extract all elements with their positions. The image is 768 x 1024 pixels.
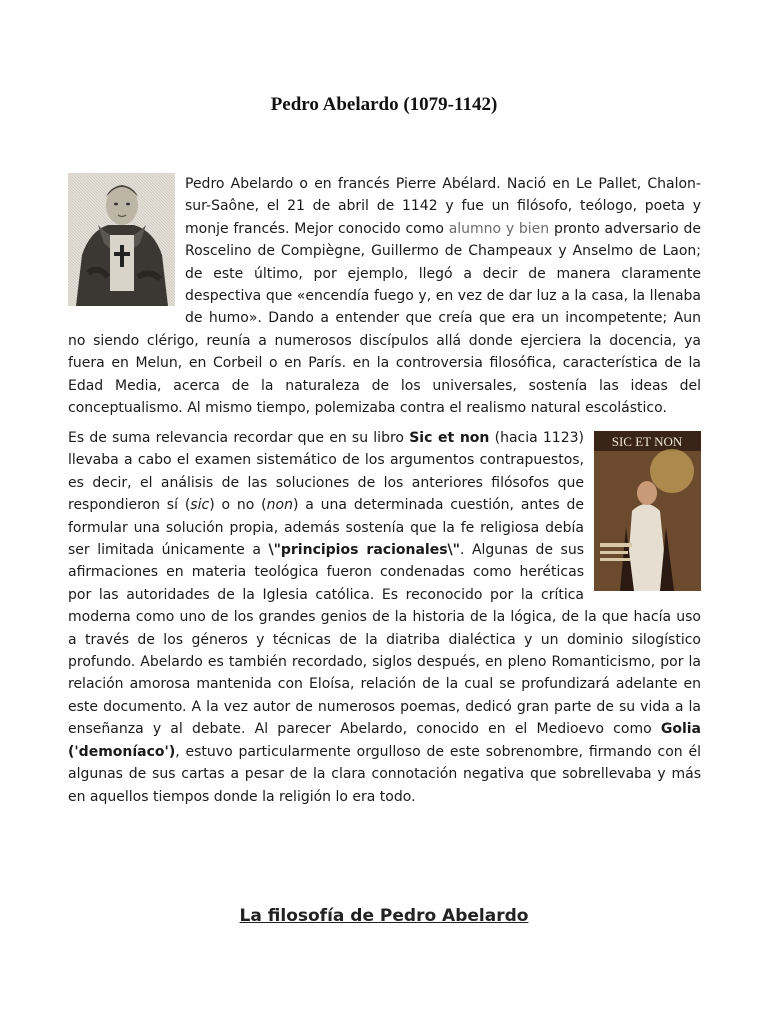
book-cover-title: SIC ET NON <box>611 434 683 449</box>
term-demoniaco: ('demoníaco') <box>68 743 176 760</box>
book-title-sic-et-non: Sic et non <box>409 430 490 446</box>
paragraph1-light-text: alumno y bien <box>448 220 550 237</box>
paragraph1-text-a: Pedro Abelardo o en francés Pierre Abélard. Nació en Le Pallet, Chalon-sur-Saône, el 21 de abril de 1142 y fue un filósofo, teólogo, poeta y monje francés. Mejor conocido como <box>185 176 701 237</box>
page-title: Pedro Abelardo (1079-1142) <box>270 94 498 115</box>
term-golia: Golia <box>660 721 701 738</box>
paragraph-biography <box>68 173 701 419</box>
paragraph1-text-b: pronto adversario de Roscelino de Compiègne, Guillermo de Champeaux y Anselmo de Laon; de este último, por ejemplo, llegó a decir de manera claramente despectiva que «encendía fuego y, en vez de dar luz a la casa, la llenaba de humo». Dando a entender que creía que era un incompetente; Aun no siendo clérigo, reunía a numerosos discípulos allá donde ejerciera la docencia, ya fuera en Melun, en Corbeil o en París. en la controversia filosófica, característica de la Edad Media, acerca de la naturaleza de los universales, sostenía las ideas del conceptualismo. Al mismo tiempo, polemizaba contra el realismo natural escolástico. <box>68 220 701 417</box>
term-non: non <box>266 497 293 514</box>
book-cover-image <box>594 431 701 591</box>
paragraph2-text-b: (hacia 1123) llevaba a cabo el examen sistemático de los argumentos contrapuestos, es decir, el análisis de las soluciones de los anteriores filósofos que respondieron sí ( <box>68 430 584 514</box>
section-heading: La filosofía de Pedro Abelardo <box>239 906 529 926</box>
term-sic: sic <box>190 497 210 514</box>
paragraph-sic-et-non <box>68 427 701 808</box>
paragraph2-text-a: Es de suma relevancia recordar que en su libro <box>68 430 410 446</box>
paragraph2-text-d: ) a una determinada cuestión, antes de formular una solución propia, además sostenía que la fe religiosa debía ser limitada únicamente a <box>68 497 585 559</box>
term-principios-racionales: \"principios racionales\" <box>268 542 460 559</box>
paragraph2-text-g: , estuvo particularmente orgulloso de este sobrenombre, firmando con él algunas de sus cartas a pesar de la clara connotación negativa que sobrellevaba y más en aquellos tiempos donde la religión lo era todo. <box>68 743 701 805</box>
paragraph2-text-e: . Algunas de sus afirmaciones en materia teológica fueron condenadas como heréticas por las autoridades de la Iglesia católica. Es reconocido por la crítica moderna como uno de los grandes genios de la historia de la lógica, de la que hacía uso a través de los géneros y técnicas de la diatriba dialéctica y un dominio silogístico profundo. Abelardo es también recordado, siglos después, en pleno Romanticismo, por la relación amorosa mantenida con Eloísa, relación de la cual se profundizará adelante en este documento. A la vez autor de numerosos poemas, dedicó gran parte de su vida a la enseñanza y al debate. Al parecer Abelardo, conocido en el Medioevo como <box>68 542 701 738</box>
paragraph2-text-c: ) o no ( <box>209 497 267 514</box>
portrait-image <box>68 173 175 306</box>
